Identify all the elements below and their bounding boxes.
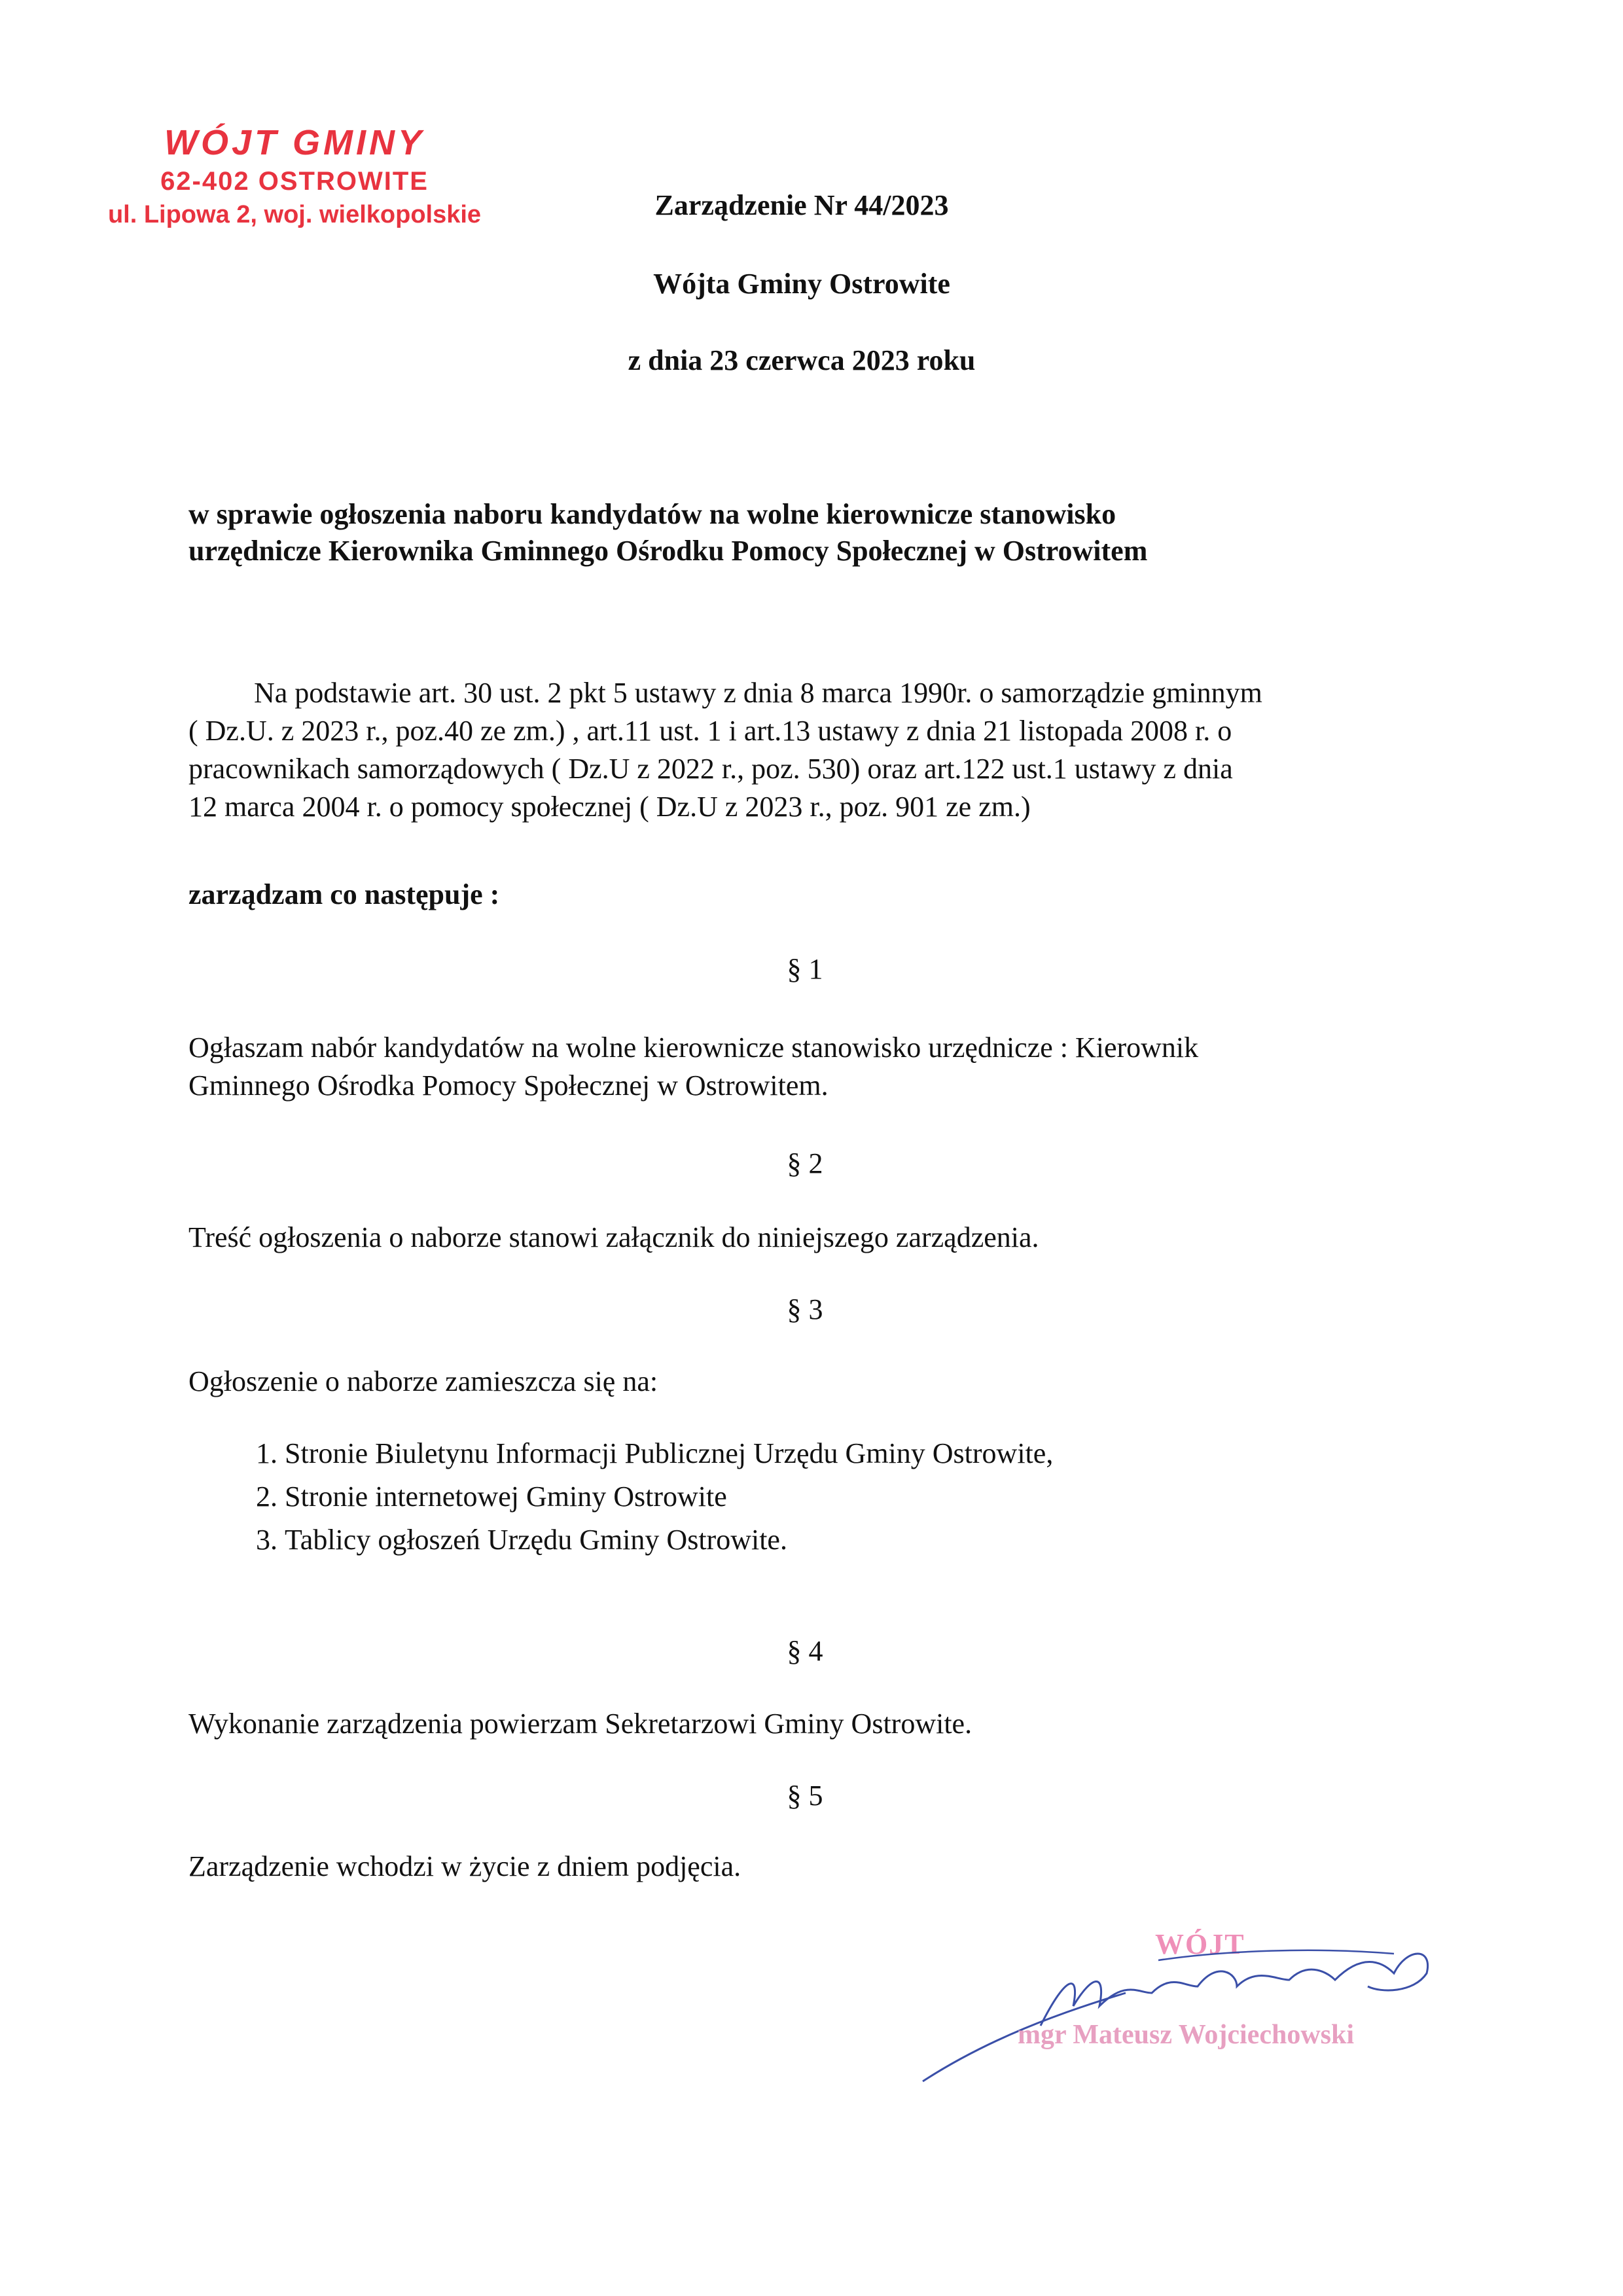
decree-heading: zarządzam co następuje :	[188, 878, 500, 910]
stamp-line-address: ul. Lipowa 2, woj. wielkopolskie	[107, 201, 482, 228]
section-mark-1: § 1	[787, 953, 823, 985]
document-title: Zarządzenie Nr 44/2023	[654, 189, 949, 221]
section-mark-2: § 2	[787, 1147, 823, 1179]
signer-name: mgr Mateusz Wojciechowski	[1018, 2020, 1355, 2050]
publication-list	[223, 1432, 1053, 1562]
document-issuer: Wójta Gminy Ostrowite	[653, 268, 950, 300]
section-2-text: Treść ogłoszenia o naborze stanowi załącznik do niniejszego zarządzenia.	[188, 1221, 1039, 1253]
list-item: 1. Stronie Biuletynu Informacji Publicznej Urzędu Gminy Ostrowite,	[285, 1432, 1053, 1475]
legal-basis-line-1: Na podstawie art. 30 ust. 2 pkt 5 ustawy z dnia 8 marca 1990r. o samorządzie gminnym	[254, 677, 1262, 709]
legal-basis-line-2: ( Dz.U. z 2023 r., poz.40 ze zm.) , art.11 ust. 1 i art.13 ustawy z dnia 21 listopada 2008 r. o	[188, 715, 1232, 747]
document-date: z dnia 23 czerwca 2023 roku	[628, 344, 976, 376]
signature-stamp-title: WÓJT	[1155, 1928, 1245, 1960]
list-item: 3. Tablicy ogłoszeń Urzędu Gminy Ostrowite.	[285, 1518, 1053, 1562]
handwritten-signature	[910, 1934, 1466, 2085]
section-5-text: Zarządzenie wchodzi w życie z dniem podjęcia.	[188, 1850, 741, 1882]
subject-line-2: urzędnicze Kierownika Gminnego Ośrodku Pomocy Społecznej w Ostrowitem	[188, 535, 1148, 567]
section-1-text	[188, 1029, 1497, 1105]
stamp-line-postal: 62-402 OSTROWITE	[160, 167, 429, 196]
legal-basis	[188, 674, 1497, 826]
section-4-text: Wykonanie zarządzenia powierzam Sekretarzowi Gminy Ostrowite.	[188, 1708, 972, 1740]
stamp-line-title: WÓJT GMINY	[164, 123, 425, 162]
legal-basis-line-4: 12 marca 2004 r. o pomocy społecznej ( Dz.U z 2023 r., poz. 901 ze zm.)	[188, 791, 1031, 823]
section-1-line-2: Gminnego Ośrodka Pomocy Społecznej w Ostrowitem.	[188, 1069, 829, 1102]
section-1-line-1: Ogłaszam nabór kandydatów na wolne kierownicze stanowisko urzędnicze : Kierownik	[188, 1031, 1199, 1064]
section-3-text: Ogłoszenie o naborze zamieszcza się na:	[188, 1365, 658, 1397]
section-mark-3: § 3	[787, 1293, 823, 1325]
subject-line-1: w sprawie ogłoszenia naboru kandydatów na wolne kierownicze stanowisko	[188, 498, 1116, 530]
section-mark-5: § 5	[787, 1780, 823, 1812]
section-mark-4: § 4	[787, 1635, 823, 1667]
legal-basis-line-3: pracownikach samorządowych ( Dz.U z 2022 r., poz. 530) oraz art.122 ust.1 ustawy z dnia	[188, 753, 1233, 785]
list-item: 2. Stronie internetowej Gminy Ostrowite	[285, 1475, 1053, 1518]
document-subject	[188, 496, 1497, 569]
